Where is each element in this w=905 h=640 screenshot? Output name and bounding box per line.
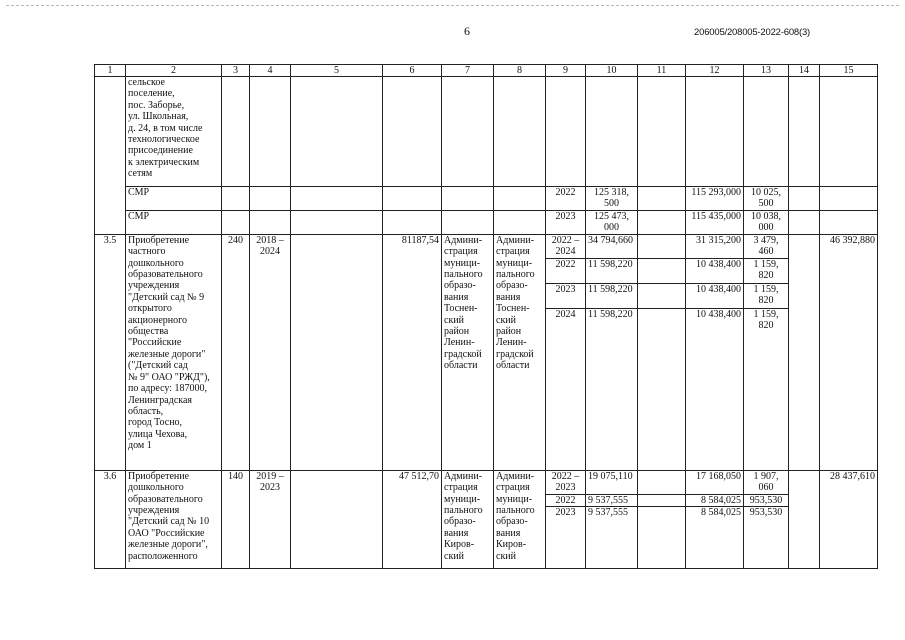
col-header: 15 (820, 65, 878, 77)
regional-amount: 10 438,400 (686, 283, 744, 308)
col-header: 12 (686, 65, 744, 77)
object-name: Приобретение дошкольного образовательного учреждения "Детский сад № 10 ОАО "Российские железные дороги", расположенного (126, 470, 222, 568)
year-cell: 2022 (546, 187, 586, 211)
cell (789, 234, 820, 470)
item-number: 3.5 (95, 234, 126, 470)
total-amount: 19 075,110 (586, 470, 638, 494)
cell (383, 187, 442, 211)
col-header: 3 (222, 65, 250, 77)
col-header: 11 (638, 65, 686, 77)
cell (586, 334, 638, 470)
local-amount: 953,530 (744, 494, 789, 506)
table-row (95, 187, 878, 211)
cell (222, 210, 250, 234)
cell (789, 470, 820, 568)
cell (638, 519, 686, 569)
cell (546, 334, 586, 470)
cell (638, 77, 686, 187)
year-cell: 2022 (546, 494, 586, 506)
cell (250, 187, 291, 211)
total-amount: 11 598,220 (586, 283, 638, 308)
program-table (94, 64, 878, 569)
cell (291, 187, 383, 211)
cell (686, 519, 744, 569)
cell (638, 308, 686, 334)
cell (546, 519, 586, 569)
period: 2019 – 2023 (250, 470, 291, 568)
top-divider (6, 5, 899, 6)
column-number-row (95, 65, 878, 77)
work-type: СМР (126, 187, 222, 211)
cell (250, 210, 291, 234)
year-cell: 2022 – 2023 (546, 470, 586, 494)
table-row (95, 210, 878, 234)
col-header: 6 (383, 65, 442, 77)
recipient: Админи- страция муници- пального образо- вания Тоснен- ский район Ленин- градской области (494, 234, 546, 470)
year-cell: 2023 (546, 507, 586, 519)
total-amount: 125 318, 500 (586, 187, 638, 211)
cell (744, 519, 789, 569)
cell (638, 507, 686, 519)
local-amount: 1 159, 820 (744, 258, 789, 283)
cell (820, 210, 878, 234)
year-cell: 2022 (546, 258, 586, 283)
regional-amount: 17 168,050 (686, 470, 744, 494)
regional-amount: 8 584,025 (686, 507, 744, 519)
cell (686, 77, 744, 187)
total-amount: 9 537,555 (586, 507, 638, 519)
col-header: 4 (250, 65, 291, 77)
cell (789, 187, 820, 211)
total-amount: 11 598,220 (586, 308, 638, 334)
cell (546, 77, 586, 187)
local-amount: 10 038, 000 (744, 210, 789, 234)
col-header: 14 (789, 65, 820, 77)
cell (638, 470, 686, 494)
local-amount: 1 159, 820 (744, 283, 789, 308)
total-amount: 34 794,660 (586, 234, 638, 258)
cell (744, 77, 789, 187)
cell (820, 187, 878, 211)
customer: Админи- страция муници- пального образо- вания Киров- ский (442, 470, 494, 568)
recipient: Админи- страция муници- пального образо- вания Киров- ский (494, 470, 546, 568)
total-amount: 11 598,220 (586, 258, 638, 283)
cell (494, 77, 546, 187)
grand-total: 28 437,610 (820, 470, 878, 568)
col-header: 8 (494, 65, 546, 77)
capacity: 240 (222, 234, 250, 470)
regional-amount: 31 315,200 (686, 234, 744, 258)
cell (383, 77, 442, 187)
item-number: 3.6 (95, 470, 126, 568)
regional-amount: 10 438,400 (686, 308, 744, 334)
cell (383, 210, 442, 234)
cell (442, 210, 494, 234)
local-amount: 3 479, 460 (744, 234, 789, 258)
cell (638, 494, 686, 506)
cell (222, 77, 250, 187)
year-cell: 2023 (546, 210, 586, 234)
object-name: Приобретение частного дошкольного образовательного учреждения "Детский сад № 9 открытого акционерного общества "Российские железные дороги" ("Детский сад № 9" ОАО "РЖД"), по адресу: 187000, Ленинградская область, город Тосно, улица Чехова, дом 1 (126, 234, 222, 470)
cell (586, 519, 638, 569)
cell (222, 187, 250, 211)
cell (494, 187, 546, 211)
cell (638, 234, 686, 258)
col-header: 7 (442, 65, 494, 77)
cell (638, 187, 686, 211)
year-cell: 2023 (546, 283, 586, 308)
table-row (95, 470, 878, 494)
col-header: 13 (744, 65, 789, 77)
capacity: 140 (222, 470, 250, 568)
col-header: 2 (126, 65, 222, 77)
cell (291, 210, 383, 234)
customer: Админи- страция муници- пального образо- вания Тоснен- ский район Ленин- градской области (442, 234, 494, 470)
local-amount: 1 907, 060 (744, 470, 789, 494)
year-cell: 2024 (546, 308, 586, 334)
cell (442, 77, 494, 187)
work-type: СМР (126, 210, 222, 234)
regional-amount: 8 584,025 (686, 494, 744, 506)
period: 2018 – 2024 (250, 234, 291, 470)
cell (291, 470, 383, 568)
cell (250, 77, 291, 187)
cell (638, 210, 686, 234)
cell (586, 77, 638, 187)
cell (442, 187, 494, 211)
cell (291, 234, 383, 470)
local-amount: 1 159, 820 (744, 308, 789, 334)
cell (638, 283, 686, 308)
document-id: 206005/208005-2022-608(3) (694, 27, 810, 38)
total-amount: 9 537,555 (586, 494, 638, 506)
cell (494, 210, 546, 234)
cost: 81187,54 (383, 234, 442, 470)
cell (291, 77, 383, 187)
cell (686, 334, 744, 470)
cell (638, 334, 686, 470)
cell (820, 77, 878, 187)
cell (638, 258, 686, 283)
table-row (95, 234, 878, 258)
total-amount: 125 473, 000 (586, 210, 638, 234)
col-header: 10 (586, 65, 638, 77)
object-name: сельское поселение, пос. Заборье, ул. Школьная, д. 24, в том числе технологическое присоединение к электрическим сетям (126, 77, 222, 187)
table-row (95, 77, 878, 187)
local-amount: 953,530 (744, 507, 789, 519)
regional-amount: 115 293,000 (686, 187, 744, 211)
local-amount: 10 025, 500 (744, 187, 789, 211)
regional-amount: 115 435,000 (686, 210, 744, 234)
cell (789, 210, 820, 234)
year-cell: 2022 – 2024 (546, 234, 586, 258)
col-header: 1 (95, 65, 126, 77)
page-number: 6 (464, 24, 470, 38)
regional-amount: 10 438,400 (686, 258, 744, 283)
cell (95, 77, 126, 235)
grand-total: 46 392,880 (820, 234, 878, 470)
cell (789, 77, 820, 187)
cost: 47 512,70 (383, 470, 442, 568)
cell (744, 334, 789, 470)
col-header: 9 (546, 65, 586, 77)
col-header: 5 (291, 65, 383, 77)
